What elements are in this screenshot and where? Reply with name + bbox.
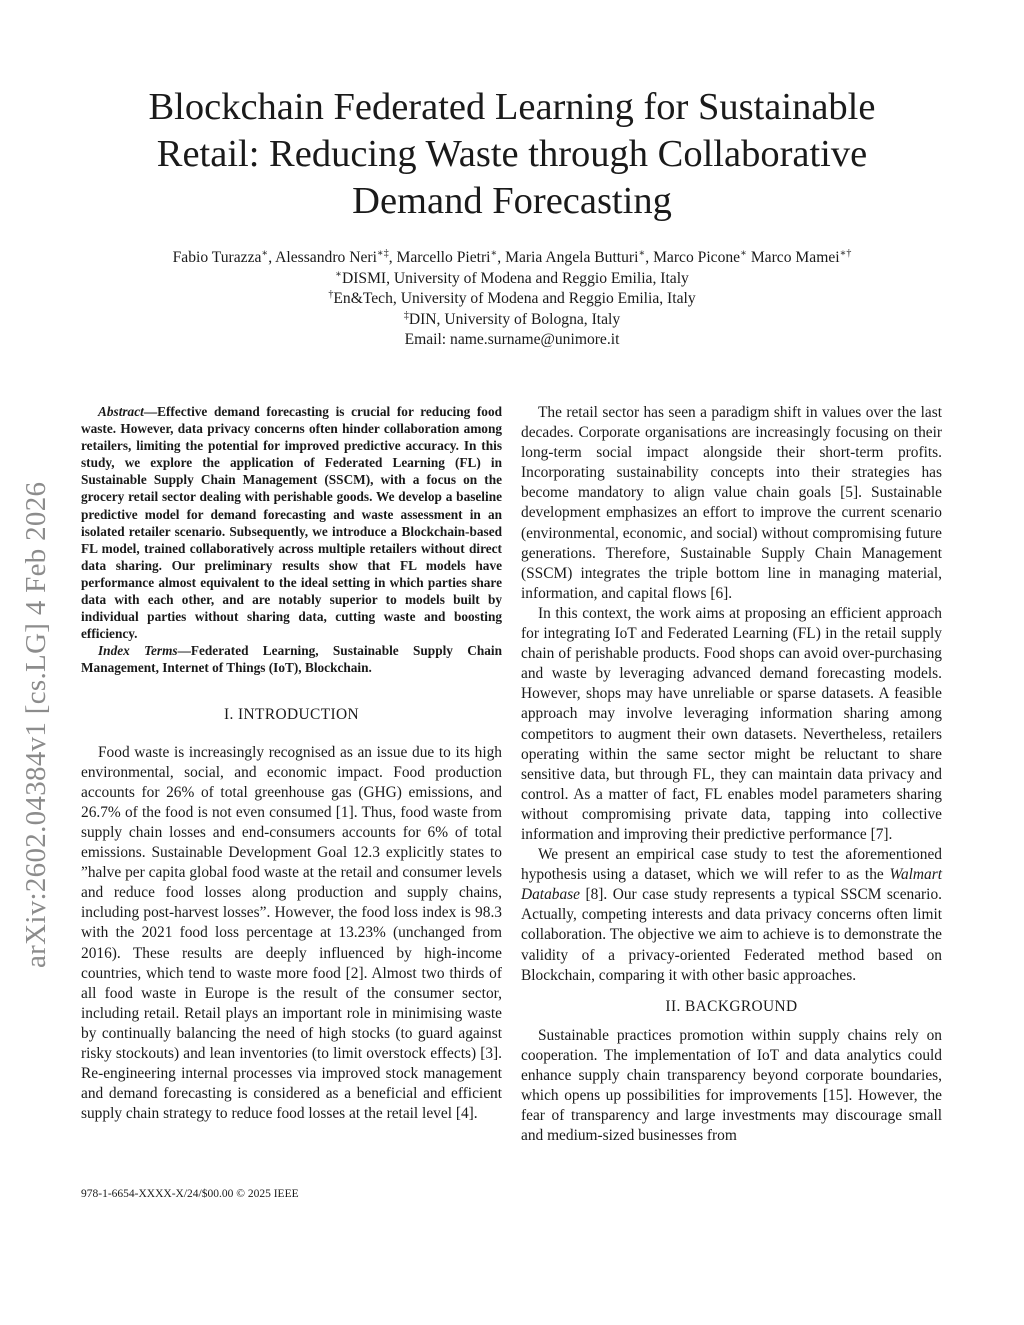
affiliation-mark: ∗†: [839, 247, 852, 259]
abstract-text: —Effective demand forecasting is crucial for reducing food waste. However, data privacy concerns often hinder collaboration among retailers, limiting the potential for improved predictive accuracy. In this study, we explore the application of Federated Learning (FL) in Sustainable Supply Chain Management (SSCM), with a focus on the grocery retail sector dealing with perishable goods. We develop a baseline predictive model for demand forecasting and waste assessment in an isolated retailer scenario. Subsequently, we introduce a Blockchain-based FL model, trained collaboratively across multiple retailers without direct data sharing. Our preliminary results show that FL models have performance almost equivalent to the ideal setting in which parties share data with each other, and are notably superior to models built by individual parties without sharing data, cutting waste and boosting efficiency.: [81, 404, 502, 642]
dataset-name: Walmart Database: [521, 866, 942, 904]
arxiv-identifier-stamp: arXiv:2602.04384v1 [cs.LG] 4 Feb 2026: [20, 481, 52, 968]
title-line: Blockchain Federated Learning for Sustainable: [148, 86, 876, 128]
affiliation-mark: ∗: [490, 247, 498, 259]
affiliation-mark: ∗‡: [376, 247, 389, 259]
paragraph: The retail sector has seen a paradigm shift in values over the last decades. Corporate organisations are increasingly focusing on their long-term social impact alongside their short-term profits. Incorporating sustainability concepts into their strategies has become mandatory to align value chain goals [5]. Sustainable development emphasizes an effort to improve the current scenario (environmental, economic, and social) without compromising future generations. Therefore, Sustainable Supply Chain Management (SSCM) integrates the triple bottom line in managing material, information, and capital flows [6].: [521, 404, 942, 602]
paragraph: We present an empirical case study to test the aforementioned hypothesis using a dataset, which we will refer to as the Walmart Database [8]. Our case study represents a typical SSCM scenario. Actually, competing interests and data privacy concerns often limit collaboration. The objective we aim to achieve is to demonstrate the validity of a privacy-oriented Federated method based on Blockchain, comparing it with other basic approaches.: [521, 846, 942, 984]
left-column: [81, 403, 502, 1124]
introduction-paragraph: Food waste is increasingly recognised as an issue due to its high environmental, social, and economic impact. Food production accounts for 26% of total greenhouse gas (GHG) emissions, and 26.7% of the food is not even consumed [1]. Thus, food waste from supply chain losses and end-consumers accounts for 6% of total emissions. Sustainable Development Goal 12.3 explicitly states to ”halve per capita global food waste at the retail and consumer levels and reduce food losses along production and supply chains, including post-harvest losses”. However, the food loss index is 98.3 with the 2021 food loss percentage at 13.23% (unchanged from 2016). These results are deeply influenced by high-income countries, which tend to waste more food [2]. Almost two thirds of all food waste in Europe is the result of the consumer sector, including retail. Retail plays an important role in minimising waste by continually balancing the need of high stocks (to guard against risky stockouts) and lean inventories (to limit overstock effects) [3]. Re-engineering internal processes via improved stock management and demand forecasting is considered as a beneficial and efficient supply chain strategy to reduce food losses at the retail level [4].: [81, 743, 502, 1123]
paragraph: In this context, the work aims at proposing an efficient approach for integrating IoT and Federated Learning (FL) in the retail supply chain of perishable products. Food shops can avoid over-purchasing and waste by leveraging advanced demand forecasting models. However, shops may have unreliable or sparse datasets. A feasible approach may involve leveraging information sharing among competitors to augment their own datasets. Nevertheless, retailers operating within the same sector might be reluctant to share sensitive data, but through FL, they can maintain data privacy and control. As a matter of fact, FL enables model parameters sharing without compromising private data, tapping into collective information and improving their predictive performance [7].: [521, 604, 942, 843]
affiliation-mark: ∗: [740, 247, 747, 259]
author-name: Fabio Turazza: [172, 249, 262, 266]
section-heading-background: II. BACKGROUND: [665, 997, 798, 1015]
author-name: Alessandro Neri: [275, 249, 377, 266]
abstract-label: Abstract: [98, 404, 144, 419]
index-terms: [81, 642, 502, 676]
affiliation-line: ∗DISMI, University of Modena and Reggio Emilia, Italy: [335, 268, 689, 287]
affiliation-mark: ∗: [335, 268, 342, 280]
author-list: Fabio Turazza∗, Alessandro Neri∗‡, Marcello Pietri∗, Maria Angela Butturi∗, Marco Picone∗ Marco Mamei∗†: [172, 247, 852, 266]
title-line: Retail: Reducing Waste through Collaborative: [156, 133, 868, 175]
right-column: [521, 403, 942, 1146]
contact-email: Email: name.surname@unimore.it: [404, 331, 620, 348]
section-heading-introduction: I. INTRODUCTION: [223, 705, 360, 723]
author-name: Marcello Pietri: [396, 249, 491, 266]
paper-title: [90, 84, 934, 225]
title-line: Demand Forecasting: [352, 180, 672, 222]
affiliation-line: ‡DIN, University of Bologna, Italy: [403, 309, 621, 328]
affiliation-mark: ∗: [261, 247, 269, 259]
index-terms-text: —Federated Learning, Sustainable Supply Chain Management, Internet of Things (IoT), Blockchain.: [81, 643, 502, 676]
author-name: Marco Picone: [653, 249, 741, 266]
abstract: [81, 403, 502, 642]
affiliation-mark: ‡: [403, 309, 409, 321]
affiliation-mark: †: [328, 288, 334, 300]
background-paragraph: Sustainable practices promotion within supply chains rely on cooperation. The implementation of IoT and data analytics could enhance supply chain transparency beyond corporate boundaries, which opens up possibilities for improvements [15]. However, the fear of transparency and large investments may discourage small and medium-sized businesses from: [521, 1026, 942, 1145]
affiliation-mark: ∗: [638, 247, 646, 259]
author-name: Maria Angela Butturi: [505, 249, 639, 266]
author-block: [60, 248, 964, 351]
index-terms-label: Index Terms: [98, 643, 178, 659]
copyright-notice: 978-1-6654-XXXX-X/24/$00.00 © 2025 IEEE: [81, 1188, 299, 1200]
author-name: Marco Mamei: [750, 249, 840, 266]
affiliation-line: †En&Tech, University of Modena and Reggio Emilia, Italy: [328, 288, 696, 307]
